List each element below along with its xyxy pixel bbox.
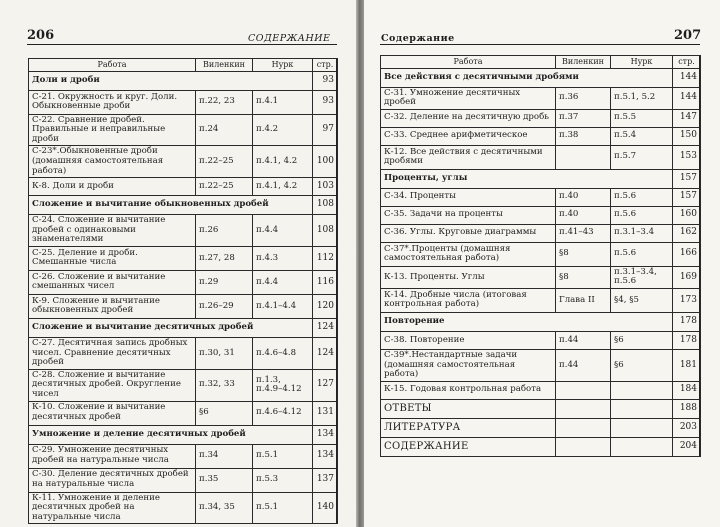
vilenkin-ref: п.24 — [196, 114, 253, 146]
table-row — [381, 437, 701, 456]
right-section-title: Содержание — [381, 33, 455, 44]
left-page-number: 206 — [27, 28, 55, 43]
left-header-rule — [27, 44, 337, 45]
vilenkin-ref: п.35 — [196, 468, 253, 492]
vilenkin-ref — [556, 437, 611, 456]
work-title: С-26. Сложение и вычитание смешанных чисел — [29, 270, 196, 294]
col-vilenkin-header: Виленкин — [196, 59, 253, 72]
nurk-ref: п.4.4 — [253, 215, 313, 247]
page-number: 112 — [313, 246, 338, 270]
page-number: 100 — [313, 146, 338, 178]
left-section-title: СОДЕРЖАНИЕ — [248, 33, 331, 44]
page-number: 144 — [673, 87, 701, 109]
table-row — [381, 224, 701, 242]
work-title: С-31. Умножение десятичных дробей — [381, 87, 556, 109]
table-row — [381, 127, 701, 145]
table-row — [29, 294, 338, 318]
section-title: Умножение и деление десятичных дробей — [29, 425, 313, 444]
work-title: К-10. Сложение и вычитание десятичных дробей — [29, 401, 196, 425]
nurk-ref: п.5.1 — [253, 492, 313, 524]
nurk-ref: п.5.4 — [611, 127, 673, 145]
work-title: К-9. Сложение и вычитание обыкновенных дробей — [29, 294, 196, 318]
table-row — [381, 331, 701, 349]
table-row — [29, 178, 338, 196]
page-number: 178 — [673, 331, 701, 349]
nurk-ref: §6 — [611, 349, 673, 381]
vilenkin-ref: п.44 — [556, 349, 611, 381]
col-page-header: стр. — [313, 59, 338, 72]
table-row — [29, 146, 338, 178]
vilenkin-ref: п.41–43 — [556, 224, 611, 242]
work-title: С-32. Деление на десятичную дробь — [381, 109, 556, 127]
nurk-ref — [611, 381, 673, 399]
vilenkin-ref: §8 — [556, 266, 611, 288]
left-contents-table — [28, 58, 338, 524]
nurk-ref: п.4.6–4.12 — [253, 401, 313, 425]
table-row — [29, 369, 338, 401]
page-number: 157 — [673, 169, 701, 188]
work-title: С-34. Проценты — [381, 188, 556, 206]
right-page — [364, 0, 720, 527]
page-number: 144 — [673, 68, 701, 87]
work-title: ЛИТЕРАТУРА — [381, 418, 556, 437]
nurk-ref: п.4.3 — [253, 246, 313, 270]
col-page-header: стр. — [673, 56, 701, 69]
work-title: ОТВЕТЫ — [381, 399, 556, 418]
vilenkin-ref: п.22–25 — [196, 146, 253, 178]
table-row — [29, 337, 338, 369]
vilenkin-ref: Глава II — [556, 288, 611, 312]
right-header-rule — [380, 44, 700, 45]
page-number: 127 — [313, 369, 338, 401]
table-row — [29, 90, 338, 114]
col-work-header: Работа — [29, 59, 196, 72]
right-table-header — [381, 56, 701, 69]
vilenkin-ref: п.22–25 — [196, 178, 253, 196]
page-number: 120 — [313, 294, 338, 318]
nurk-ref: п.5.1 — [253, 444, 313, 468]
page-number: 204 — [673, 437, 701, 456]
work-title: К-15. Годовая контрольная работа — [381, 381, 556, 399]
nurk-ref: п.3.1–3.4 — [611, 224, 673, 242]
table-row — [381, 288, 701, 312]
page-number: 147 — [673, 109, 701, 127]
col-nurk-header: Нурк — [253, 59, 313, 72]
table-row — [29, 401, 338, 425]
vilenkin-ref — [556, 418, 611, 437]
work-title: С-25. Деление и дроби. Смешанные числа — [29, 246, 196, 270]
work-title: С-39*.Нестандартные задачи (домашняя самостоятельная работа) — [381, 349, 556, 381]
vilenkin-ref: §6 — [196, 401, 253, 425]
table-row — [381, 381, 701, 399]
page-number: 97 — [313, 114, 338, 146]
nurk-ref: §6 — [611, 331, 673, 349]
page-number: 116 — [313, 270, 338, 294]
work-title: К-11. Умножение и деление десятичных дробей на натуральные числа — [29, 492, 196, 524]
work-title: С-30. Деление десятичных дробей на натуральные числа — [29, 468, 196, 492]
nurk-ref: п.4.1, 4.2 — [253, 178, 313, 196]
table-row — [381, 188, 701, 206]
page-number: 169 — [673, 266, 701, 288]
page-number: 134 — [313, 444, 338, 468]
nurk-ref: п.4.1 — [253, 90, 313, 114]
table-row — [381, 87, 701, 109]
page-number: 103 — [313, 178, 338, 196]
table-row — [381, 349, 701, 381]
table-row — [381, 145, 701, 169]
table-row — [381, 109, 701, 127]
vilenkin-ref: п.29 — [196, 270, 253, 294]
nurk-ref: п.4.2 — [253, 114, 313, 146]
nurk-ref: п.1.3, п.4.9–4.12 — [253, 369, 313, 401]
section-title: Повторение — [381, 312, 673, 331]
left-table-header — [29, 59, 338, 72]
page-number: 162 — [673, 224, 701, 242]
vilenkin-ref — [556, 145, 611, 169]
vilenkin-ref: п.26 — [196, 215, 253, 247]
page-number: 93 — [313, 71, 338, 90]
vilenkin-ref: §8 — [556, 242, 611, 266]
page-number: 124 — [313, 318, 338, 337]
page-number: 93 — [313, 90, 338, 114]
work-title: С-27. Десятичная запись дробных чисел. Сравнение десятичных дробей — [29, 337, 196, 369]
page-number: 108 — [313, 196, 338, 215]
vilenkin-ref: п.36 — [556, 87, 611, 109]
work-title: С-28. Сложение и вычитание десятичных дробей. Округление чисел — [29, 369, 196, 401]
page-number: 153 — [673, 145, 701, 169]
vilenkin-ref: п.34, 35 — [196, 492, 253, 524]
vilenkin-ref: п.38 — [556, 127, 611, 145]
section-row — [381, 169, 701, 188]
nurk-ref — [611, 418, 673, 437]
vilenkin-ref: п.22, 23 — [196, 90, 253, 114]
nurk-ref — [611, 399, 673, 418]
vilenkin-ref — [556, 381, 611, 399]
page-number: 181 — [673, 349, 701, 381]
section-title: Сложение и вычитание десятичных дробей — [29, 318, 313, 337]
nurk-ref: п.5.6 — [611, 242, 673, 266]
table-row — [381, 399, 701, 418]
section-title: Все действия с десятичными дробями — [381, 68, 673, 87]
vilenkin-ref: п.32, 33 — [196, 369, 253, 401]
col-work-header: Работа — [381, 56, 556, 69]
work-title: С-22. Сравнение дробей. Правильные и неправильные дроби — [29, 114, 196, 146]
col-nurk-header: Нурк — [611, 56, 673, 69]
page-number: 131 — [313, 401, 338, 425]
section-title: Сложение и вычитание обыкновенных дробей — [29, 196, 313, 215]
work-title: К-14. Дробные числа (итоговая контрольная работа) — [381, 288, 556, 312]
table-row — [381, 206, 701, 224]
section-title: Доли и дроби — [29, 71, 313, 90]
nurk-ref: п.5.5 — [611, 109, 673, 127]
nurk-ref: п.5.7 — [611, 145, 673, 169]
table-row — [29, 215, 338, 247]
page-number: 184 — [673, 381, 701, 399]
table-row — [29, 270, 338, 294]
page-number: 157 — [673, 188, 701, 206]
nurk-ref: п.3.1–3.4, п.5.6 — [611, 266, 673, 288]
work-title: С-33. Среднее арифметическое — [381, 127, 556, 145]
table-row — [29, 246, 338, 270]
work-title: С-24. Сложение и вычитание дробей с одинаковыми знаменателями — [29, 215, 196, 247]
section-row — [381, 68, 701, 87]
work-title: К-13. Проценты. Углы — [381, 266, 556, 288]
vilenkin-ref: п.44 — [556, 331, 611, 349]
section-row — [29, 425, 338, 444]
page-number: 173 — [673, 288, 701, 312]
work-title: С-35. Задачи на проценты — [381, 206, 556, 224]
left-page — [0, 0, 356, 527]
work-title: С-23*.Обыкновенные дроби (домашняя самостоятельная работа) — [29, 146, 196, 178]
nurk-ref — [611, 437, 673, 456]
page-number: 166 — [673, 242, 701, 266]
nurk-ref: п.5.3 — [253, 468, 313, 492]
col-vilenkin-header: Виленкин — [556, 56, 611, 69]
page-number: 134 — [313, 425, 338, 444]
nurk-ref: §4, §5 — [611, 288, 673, 312]
vilenkin-ref — [556, 399, 611, 418]
table-row — [381, 242, 701, 266]
right-contents-table — [380, 55, 701, 457]
work-title: С-38. Повторение — [381, 331, 556, 349]
nurk-ref: п.4.1, 4.2 — [253, 146, 313, 178]
table-row — [381, 418, 701, 437]
work-title: К-12. Все действия с десятичными дробями — [381, 145, 556, 169]
nurk-ref: п.4.1–4.4 — [253, 294, 313, 318]
nurk-ref: п.4.6–4.8 — [253, 337, 313, 369]
page-number: 160 — [673, 206, 701, 224]
page-number: 178 — [673, 312, 701, 331]
right-page-number: 207 — [674, 28, 702, 43]
page-number: 203 — [673, 418, 701, 437]
book-gutter — [356, 0, 364, 527]
work-title: СОДЕРЖАНИЕ — [381, 437, 556, 456]
work-title: К-8. Доли и дроби — [29, 178, 196, 196]
vilenkin-ref: п.26–29 — [196, 294, 253, 318]
nurk-ref: п.5.6 — [611, 188, 673, 206]
nurk-ref: п.5.6 — [611, 206, 673, 224]
vilenkin-ref: п.40 — [556, 188, 611, 206]
table-row — [29, 492, 338, 524]
page-number: 137 — [313, 468, 338, 492]
vilenkin-ref: п.34 — [196, 444, 253, 468]
page-number: 140 — [313, 492, 338, 524]
section-title: Проценты, углы — [381, 169, 673, 188]
vilenkin-ref: п.30, 31 — [196, 337, 253, 369]
vilenkin-ref: п.37 — [556, 109, 611, 127]
section-row — [29, 196, 338, 215]
vilenkin-ref: п.40 — [556, 206, 611, 224]
page-number: 150 — [673, 127, 701, 145]
page-number: 108 — [313, 215, 338, 247]
section-row — [381, 312, 701, 331]
work-title: С-21. Окружность и круг. Доли. Обыкновенные дроби — [29, 90, 196, 114]
table-row — [29, 468, 338, 492]
table-row — [381, 266, 701, 288]
nurk-ref: п.4.4 — [253, 270, 313, 294]
page-number: 188 — [673, 399, 701, 418]
nurk-ref: п.5.1, 5.2 — [611, 87, 673, 109]
section-row — [29, 71, 338, 90]
section-row — [29, 318, 338, 337]
vilenkin-ref: п.27, 28 — [196, 246, 253, 270]
work-title: С-37*.Проценты (домашняя самостоятельная работа) — [381, 242, 556, 266]
work-title: С-36. Углы. Круговые диаграммы — [381, 224, 556, 242]
table-row — [29, 444, 338, 468]
work-title: С-29. Умножение десятичных дробей на натуральные числа — [29, 444, 196, 468]
page-number: 124 — [313, 337, 338, 369]
table-row — [29, 114, 338, 146]
